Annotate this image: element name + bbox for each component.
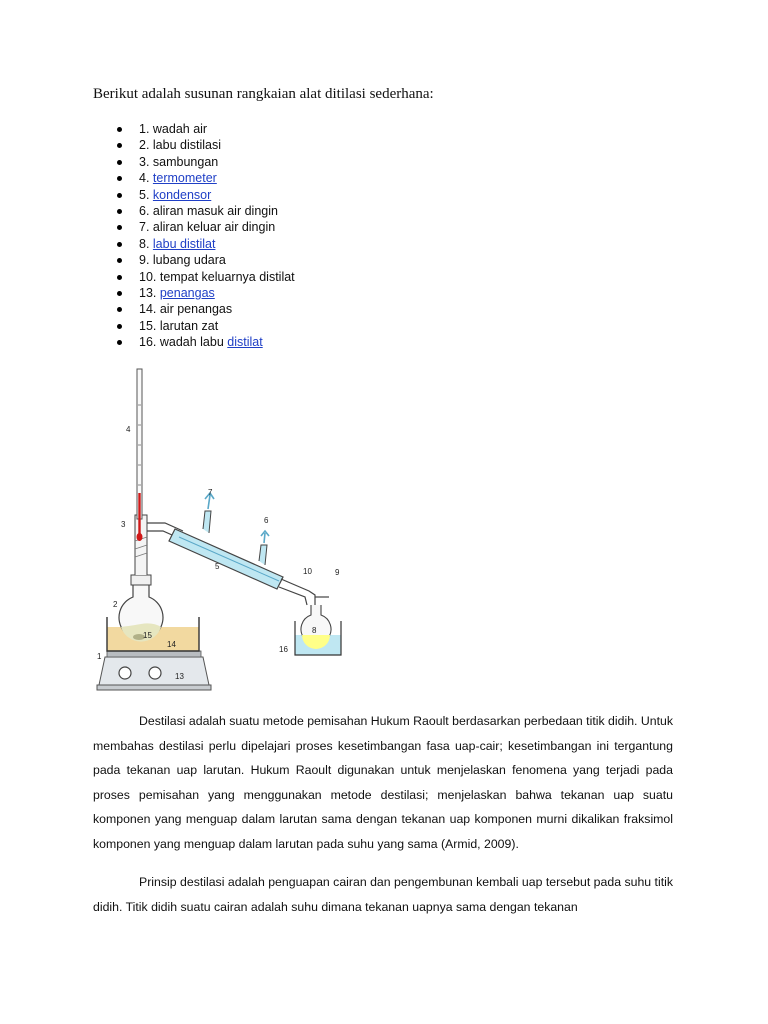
list-item	[117, 318, 295, 334]
item-text: 13.	[139, 286, 160, 301]
paragraph-text: Prinsip destilasi adalah penguapan cairan dan pengembunan kembali uap tersebut pada suhu titik didih. Titik didih suatu cairan adalah suhu dimana tekanan uapnya sama dengan tekanan	[93, 875, 673, 914]
item-text: 8.	[139, 236, 153, 251]
bullet-icon	[117, 160, 122, 165]
bullet-icon	[117, 209, 122, 214]
bullet-icon	[117, 176, 122, 181]
intro-text: Berikut adalah susunan rangkaian alat ditilasi sederhana:	[93, 86, 434, 102]
label-6: 6	[264, 516, 269, 525]
list-item	[117, 269, 295, 285]
bullet-icon	[117, 340, 122, 345]
item-text: 5.	[139, 187, 153, 202]
label-15: 15	[143, 631, 152, 640]
label-5: 5	[215, 562, 220, 571]
bullet-icon	[117, 324, 122, 329]
paragraph	[93, 709, 673, 857]
list-item	[117, 137, 295, 153]
bullet-icon	[117, 193, 122, 198]
list-item	[117, 301, 295, 317]
bullet-icon	[117, 258, 122, 263]
bullet-icon	[117, 143, 122, 148]
list-item	[117, 187, 295, 203]
label-13: 13	[175, 672, 184, 681]
list-item	[117, 219, 295, 235]
label-7: 7	[208, 488, 213, 497]
penangas-link[interactable]: penangas	[159, 286, 215, 301]
list-item	[117, 285, 295, 301]
list-item	[117, 252, 295, 268]
bullet-icon	[117, 291, 122, 296]
item-text: 10. tempat keluarnya distilat	[139, 269, 295, 284]
bullet-icon	[117, 242, 122, 247]
arrow-up-icon	[261, 531, 269, 543]
item-text: 9. lubang udara	[139, 253, 226, 268]
item-text: 1. wadah air	[139, 122, 208, 136]
list-item	[117, 170, 295, 186]
label-8: 8	[312, 626, 317, 635]
termometer-link[interactable]: termometer	[152, 171, 217, 186]
knob-icon	[119, 667, 131, 679]
label-16: 16	[279, 645, 288, 654]
item-text: 6. aliran masuk air dingin	[139, 204, 278, 219]
list-item	[117, 334, 295, 350]
bullet-icon	[117, 127, 122, 132]
label-2: 2	[113, 600, 118, 609]
labu-distilat-link[interactable]: labu distilat	[152, 236, 216, 251]
item-text: 3. sambungan	[139, 154, 219, 169]
condenser	[147, 493, 329, 605]
hot-plate	[97, 651, 211, 690]
item-text: 15. larutan zat	[139, 318, 219, 333]
list-item	[117, 121, 295, 137]
knob-icon	[149, 667, 161, 679]
bullet-icon	[117, 225, 122, 230]
item-text: 4.	[139, 171, 153, 186]
item-text: 16. wadah labu	[139, 335, 228, 350]
thermometer	[137, 369, 143, 541]
item-text: 7. aliran keluar air dingin	[139, 220, 276, 235]
distilat-link[interactable]: distilat	[227, 335, 263, 350]
item-text: 14. air penangas	[139, 302, 233, 317]
item-text: 2. labu distilasi	[139, 138, 221, 153]
component-list	[117, 121, 295, 351]
label-1: 1	[97, 652, 102, 661]
label-3: 3	[121, 520, 126, 529]
paragraph	[93, 870, 673, 919]
list-item	[117, 203, 295, 219]
label-14: 14	[167, 640, 176, 649]
label-9: 9	[335, 568, 340, 577]
bullet-icon	[117, 307, 122, 312]
kondensor-link[interactable]: kondensor	[152, 187, 212, 202]
label-10: 10	[303, 567, 312, 576]
list-item	[117, 154, 295, 170]
paragraph-text: Destilasi adalah suatu metode pemisahan Hukum Raoult berdasarkan perbedaan titik didih. Untuk membahas destilasi perlu dipelajari proses kesetimbangan fasa uap-cair; kesetimbangan ini tergantung pada tekanan uap larutan. Hukum Raoult digunakan untuk menjelaskan fenomena yang terjadi pada proses pemisahan yang menggunakan metode destilasi; menjelaskan bahwa tekanan uap suatu komponen yang menguap dalam larutan sama dengan tekanan uap komponen murni dikalikan fraksimol komponen yang menguap dalam larutan pada suhu yang sama (Armid, 2009).	[93, 714, 673, 851]
bullet-icon	[117, 275, 122, 280]
label-4: 4	[126, 425, 131, 434]
distillation-apparatus-diagram	[93, 365, 363, 695]
list-item	[117, 236, 295, 252]
